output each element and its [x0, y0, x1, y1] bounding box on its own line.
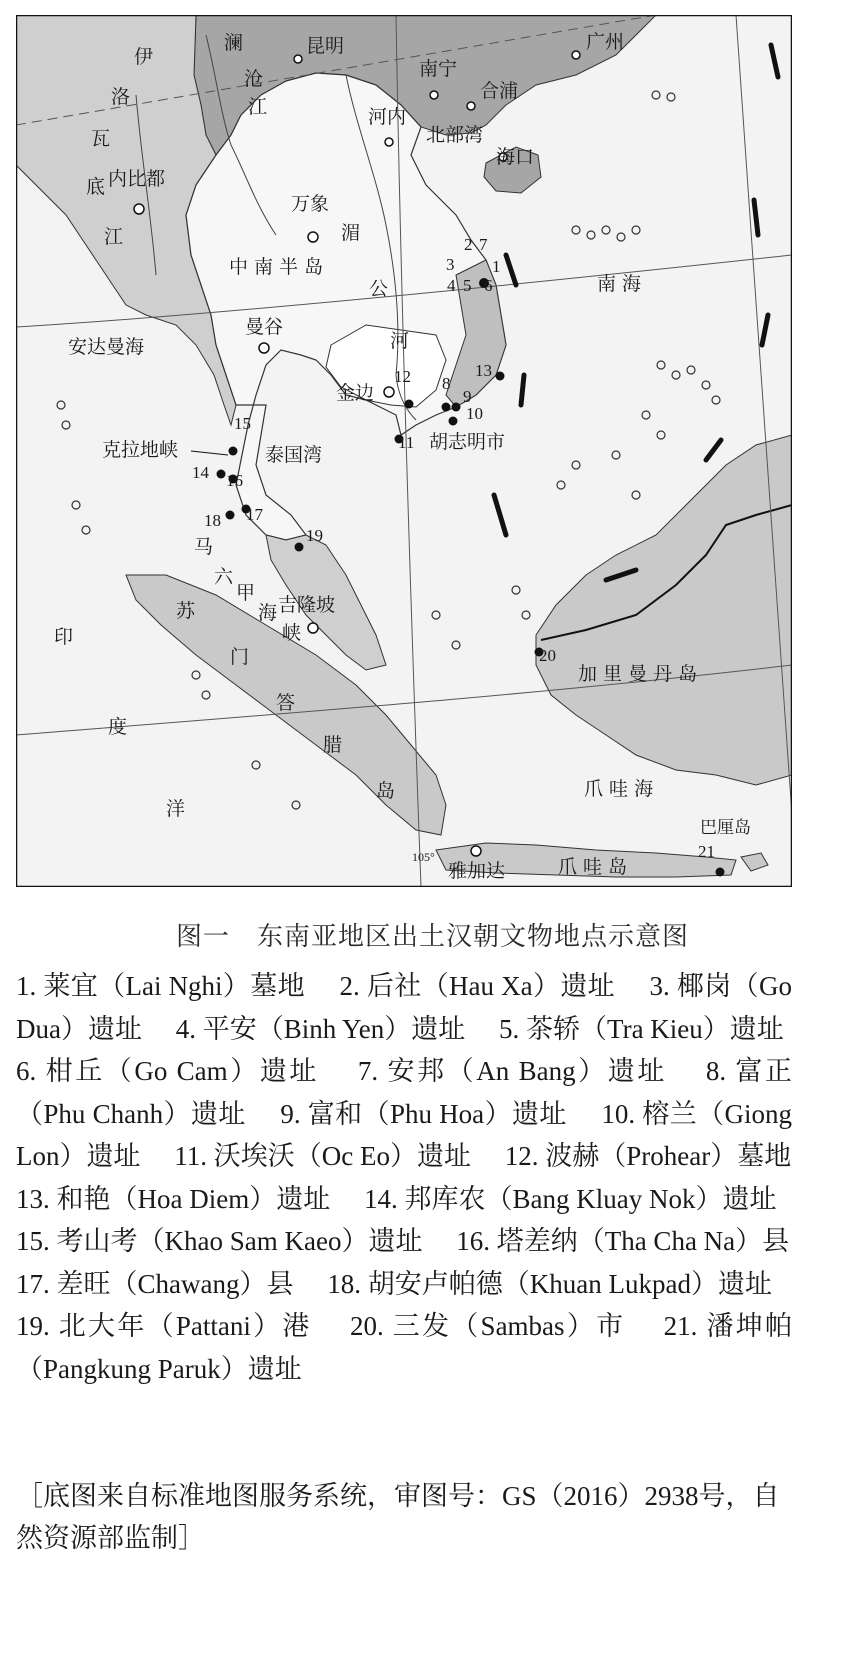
site-marker-19: [295, 543, 304, 552]
site-marker-15: [229, 447, 238, 456]
label-malacca-3: 甲: [236, 582, 256, 604]
label-malacca-5: 峡: [282, 622, 302, 644]
legend-item-11: 11. 沃埃沃（Oc Eo）遗址: [174, 1141, 471, 1171]
label-kuala-lumpur: 吉隆坡: [278, 594, 336, 616]
figure-caption: 图一 东南亚地区出土汉朝文物地点示意图: [175, 922, 689, 952]
label-bali: 巴厘岛: [700, 818, 751, 838]
city-marker-kuala-lumpur: [308, 623, 318, 633]
label-guangzhou: 广州: [586, 31, 625, 53]
site-marker-14: [217, 470, 226, 479]
site-label-17: 17: [246, 505, 263, 524]
label-andaman: 安达曼海: [68, 336, 145, 358]
legend-item-21: 21. 潘坤帕（Pangkung Paruk）遗址: [16, 1311, 792, 1384]
label-gulf-thailand: 泰国湾: [265, 444, 323, 466]
map-canvas: [16, 15, 792, 887]
label-java-island: 爪 哇 岛: [558, 856, 628, 878]
site-label-4: 4: [447, 276, 456, 295]
city-marker-hepu: [467, 102, 475, 110]
city-marker-bangkok: [259, 343, 269, 353]
site-label-14: 14: [192, 463, 209, 482]
label-mekong-3: 河: [390, 330, 410, 352]
label-lancang-3: 江: [248, 96, 268, 118]
city-marker-guangzhou: [572, 51, 580, 59]
city-marker-nanning: [430, 91, 438, 99]
label-105: 105°: [412, 850, 435, 864]
label-sumatra-4: 腊: [323, 734, 343, 756]
label-kra: 克拉地峡: [102, 439, 179, 461]
site-label-10: 10: [466, 404, 483, 423]
legend-item-6: 6. 柑丘（Go Cam）遗址: [16, 1056, 319, 1086]
label-nanning: 南宁: [419, 58, 458, 80]
legend-item-1: 1. 莱宜（Lai Nghi）墓地: [16, 971, 306, 1001]
label-sumatra-3: 答: [276, 692, 296, 714]
site-label-13: 13: [475, 361, 492, 380]
city-marker-naypyidaw: [134, 204, 144, 214]
site-label-11: 11: [398, 433, 415, 452]
label-indian-ocean-1: 印: [54, 626, 74, 648]
label-south-sea: 南 海: [597, 273, 642, 295]
label-mekong-1: 湄: [341, 222, 361, 244]
site-label-8: 8: [442, 374, 451, 393]
label-malacca-2: 六: [214, 566, 234, 588]
label-hanoi: 河内: [368, 106, 407, 128]
label-lancang-2: 沧: [244, 68, 264, 90]
legend-item-10: 10. 榕兰（Giong Lon）遗址: [16, 1098, 793, 1171]
label-malacca-4: 海: [258, 602, 278, 624]
legend-item-19: 19. 北大年（Pattani）港: [16, 1311, 312, 1341]
site-label-18: 18: [204, 511, 221, 530]
site-label-20: 20: [539, 646, 556, 665]
site-marker-8: [442, 403, 451, 412]
city-marker-phnom-penh: [384, 387, 394, 397]
label-yiluowa-2: 洛: [111, 86, 131, 108]
legend-item-13: 13. 和艳（Hoa Diem）遗址: [16, 1183, 331, 1214]
label-mekong-2: 公: [369, 278, 389, 300]
label-borneo: 加 里 曼 丹 岛: [578, 663, 698, 685]
legend-item-9: 9. 富和（Phu Hoa）遗址: [280, 1098, 567, 1129]
label-bangkok: 曼谷: [245, 316, 284, 338]
site-label-12: 12: [394, 367, 411, 386]
label-indian-ocean-3: 洋: [166, 798, 186, 820]
label-sumatra-1: 苏: [176, 600, 196, 622]
label-lancang-1: 澜: [224, 32, 244, 54]
legend-item-8: 8. 富正（Phu Chanh）遗址: [16, 1056, 793, 1129]
label-vientiane: 万象: [291, 193, 330, 215]
site-label-16: 16: [226, 471, 243, 490]
label-java-sea: 爪 哇 海: [584, 778, 654, 800]
label-hcmc: 胡志明市: [429, 431, 506, 453]
site-marker-13: [496, 372, 505, 381]
legend-item-20: 20. 三发（Sambas）市: [349, 1311, 626, 1341]
site-label-6: 6: [484, 276, 493, 295]
site-marker-9: [452, 403, 461, 412]
label-yiluowa-1: 伊: [134, 46, 154, 68]
southeast-asia-map: [16, 15, 792, 887]
label-naypyidaw: 内比都: [108, 168, 166, 190]
site-marker-21: [716, 868, 725, 877]
legend-item-16: 16. 塔差纳（Tha Cha Na）县: [456, 1226, 790, 1256]
site-label-1: 1: [492, 257, 501, 276]
site-label-7: 7: [479, 235, 488, 254]
label-kunming: 昆明: [306, 35, 345, 57]
legend-item-15: 15. 考山考（Khao Sam Kaeo）遗址: [16, 1226, 423, 1256]
city-marker-vientiane: [308, 232, 318, 242]
site-marker-18: [226, 511, 235, 520]
city-marker-kunming: [294, 55, 302, 63]
site-marker-12: [405, 400, 414, 409]
site-label-5: 5: [463, 276, 472, 295]
label-yiluowa-3: 瓦: [91, 128, 111, 150]
site-legend: [16, 965, 792, 1390]
legend-item-14: 14. 邦库农（Bang Kluay Nok）遗址: [363, 1183, 777, 1214]
label-beibuwan: 北部湾: [426, 124, 484, 146]
label-sumatra-5: 岛: [376, 780, 396, 802]
site-label-15: 15: [234, 414, 251, 433]
site-label-21: 21: [698, 842, 715, 861]
label-yiluowa-4: 底: [86, 176, 106, 198]
label-haikou: 海口: [496, 146, 535, 168]
legend-item-2: 2. 后社（Hau Xa）遗址: [339, 971, 616, 1001]
label-hepu: 合浦: [480, 80, 519, 102]
legend-item-12: 12. 波赫（Prohear）墓地: [504, 1141, 792, 1171]
label-malacca-1: 马: [194, 536, 214, 558]
label-yiluowa-5: 江: [104, 226, 124, 248]
legend-item-17: 17. 差旺（Chawang）县: [16, 1268, 294, 1299]
legend-item-7: 7. 安邦（An Bang）遗址: [357, 1056, 667, 1086]
site-label-2: 2: [464, 235, 473, 254]
site-label-3: 3: [446, 255, 455, 274]
label-sumatra-2: 门: [230, 646, 250, 668]
city-marker-hanoi: [385, 138, 393, 146]
label-phnom-penh: 金边: [336, 382, 375, 404]
label-peninsula: 中 南 半 岛: [229, 256, 324, 278]
legend-item-5: 5. 茶轿（Tra Kieu）遗址: [499, 1013, 784, 1044]
site-label-19: 19: [306, 526, 323, 545]
map-source-note: ［底图来自标准地图服务系统，审图号：GS（2016）2938号，自然资源部监制］: [16, 1481, 780, 1553]
city-marker-jakarta: [471, 846, 481, 856]
legend-item-3: 3. 椰岗（Go Dua）遗址: [16, 971, 793, 1044]
site-label-9: 9: [463, 387, 472, 406]
legend-item-4: 4. 平安（Binh Yen）遗址: [175, 1013, 466, 1044]
legend-item-18: 18. 胡安卢帕德（Khuan Lukpad）遗址: [327, 1268, 772, 1299]
label-indian-ocean-2: 度: [108, 716, 128, 738]
label-jakarta: 雅加达: [448, 860, 506, 882]
site-marker-10: [449, 417, 458, 426]
